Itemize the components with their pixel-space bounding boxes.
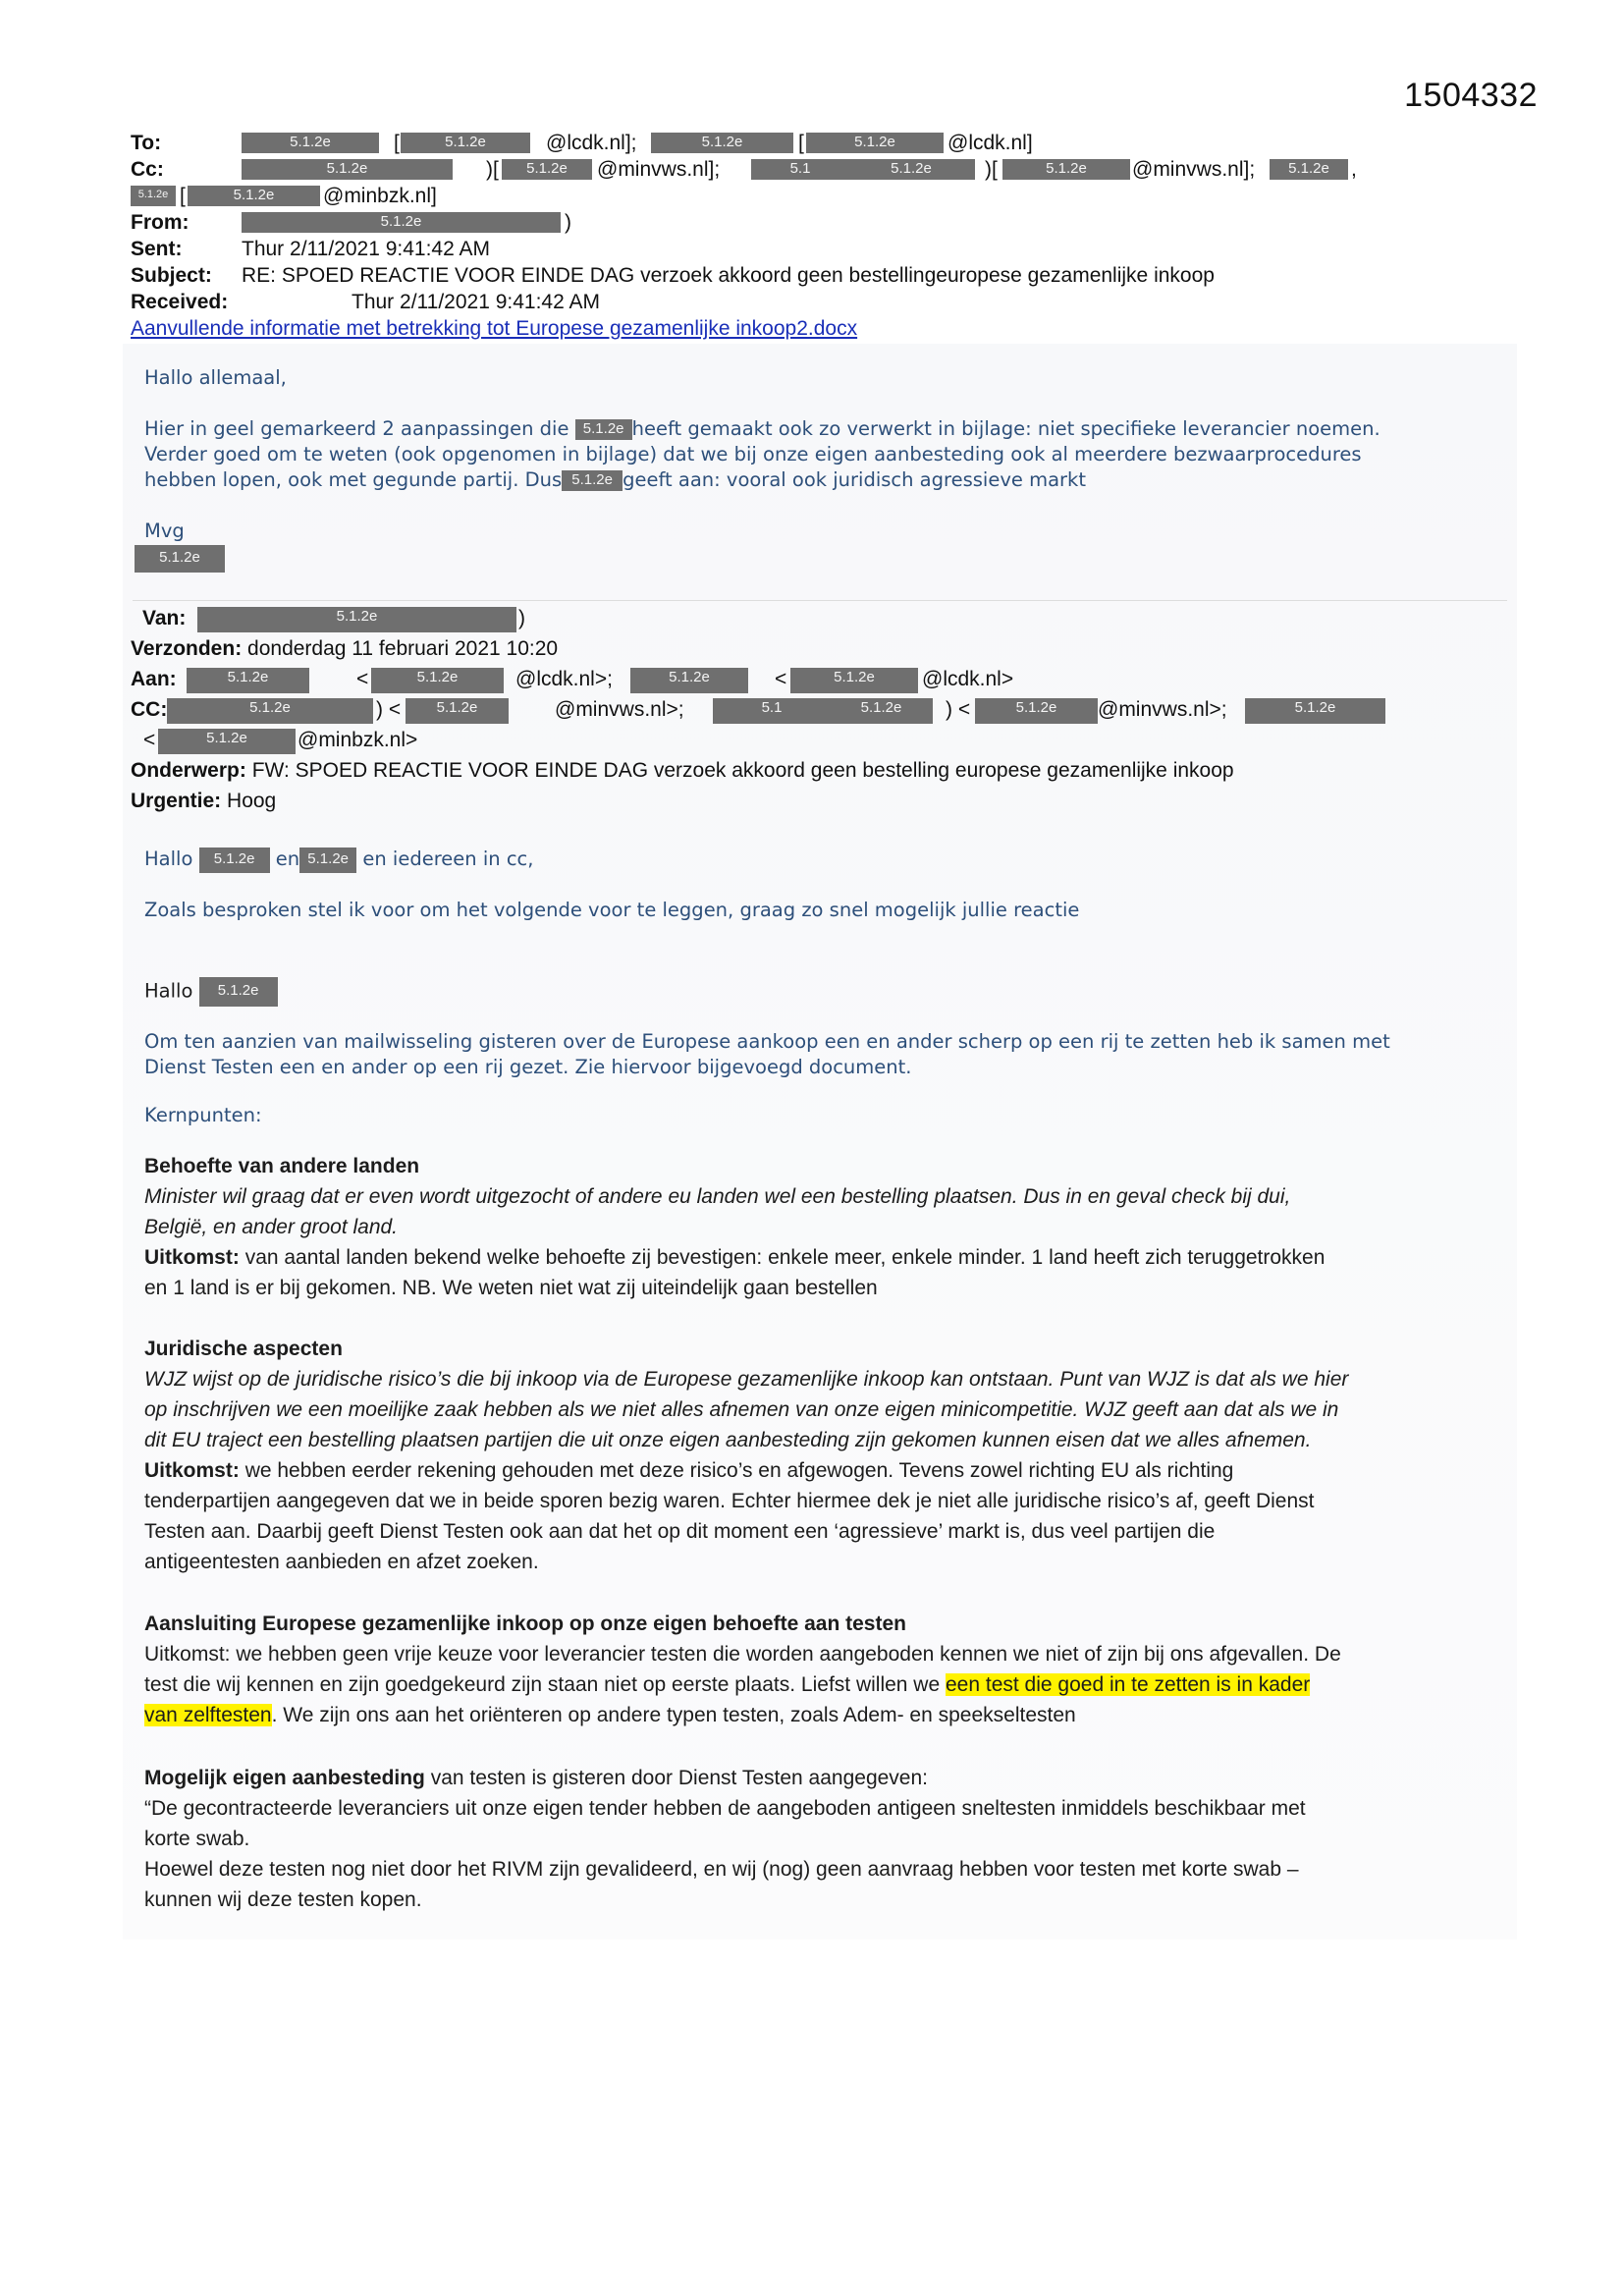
to-label: To: — [131, 132, 162, 154]
redaction: 5.1.2e — [806, 133, 944, 153]
subject-line — [131, 262, 1525, 289]
reply-paragraph: Hier in geel gemarkeerd 2 aanpassingen die 5.1.2e heeft gemaakt ook zo verwerkt in bijlage: niet specifieke leverancier noemen. Verder goed om te weten (ook opgenomen in bijlage) dat we bij onze eigen aanbesteding ook al meerdere bezwaarprocedures hebben lopen, ook met gegunde partij. Dus 5.1.2e geeft aan: vooral ook juridisch agressieve markt — [144, 417, 1380, 491]
redaction: 5.1.2e — [131, 186, 176, 206]
attachment-link[interactable]: Aanvullende informatie met betrekking tot Europese gezamenlijke inkoop2.docx — [131, 317, 858, 340]
section-title: Aansluiting Europese gezamenlijke inkoop op onze eigen behoefte aan testen — [144, 1613, 906, 1635]
cc-label: Cc: — [131, 158, 164, 181]
received-label: Received: — [131, 291, 229, 313]
redaction: 5.1.2e — [135, 545, 225, 573]
redaction: 5.1 — [751, 159, 849, 180]
intro-paragraph: Om ten aanzien van mailwisseling gisteren over de Europese aankoop een en ander scherp op een rij te zetten heb ik samen met Dienst Testen een en ander op een rij gezet. Zie hiervoor bijgevoegd document. — [144, 1030, 1390, 1078]
received-date: Thur 2/11/2021 9:41:42 AM — [352, 291, 600, 313]
redaction: 5.1.2e — [158, 729, 296, 754]
section-title: Behoefte van andere landen — [144, 1155, 420, 1177]
redaction: 5.1.2e — [187, 668, 309, 693]
from-label: From: — [131, 211, 189, 234]
to-line: To: 5.1.2e [ 5.1.2e @lcdk.nl]; 5.1.2e [ 5.1.2e @lcdk.nl] — [131, 132, 1033, 154]
redaction: 5.1.2e — [790, 668, 918, 693]
redaction: 5.1.2e — [1002, 159, 1130, 180]
section-behoefte: Behoefte van andere landen Minister wil graag dat er even wordt uitgezocht of andere eu landen wel een bestelling plaatsen. Dus in en geval check bij dui, België, en ander groot land. Uitkomst: van aantal landen bekend welke behoefte zij bevestigen: enkele meer, enkele minder. 1 land heeft zich teruggetrokken en 1 land is er bij gekomen. NB. We weten niet wat zij uiteindelijk gaan bestellen — [144, 1155, 1326, 1299]
document-number: 1504332 — [1404, 77, 1538, 114]
section-aansluiting: Aansluiting Europese gezamenlijke inkoop op onze eigen behoefte aan testen Uitkomst: we hebben geen vrije keuze voor leverancier testen die worden aangeboden kennen we niet of zijn bij ons afgevallen. De test die wij kennen en zijn goedgekeurd zijn staan niet op eerste plaats. Liefst willen we een test die goed in te zetten is in kader van zelftesten. We zijn ons aan het oriënteren op andere typen testen, zoals Adem- en speekseltesten — [144, 1613, 1341, 1726]
email-domain: @lcdk.nl]; — [546, 132, 637, 154]
subject-text: RE: SPOED REACTIE VOOR EINDE DAG verzoek akkoord geen bestellingeuropese gezamenlijke inkoop — [242, 264, 1215, 287]
redaction: 5.1.2e — [1245, 698, 1385, 724]
redaction: 5.1.2e — [401, 133, 530, 153]
email-domain: @minvws.nl]; — [1132, 158, 1256, 181]
forward-date: donderdag 11 februari 2021 10:20 — [247, 637, 559, 660]
forward-header: Van: 5.1.2e ) Verzonden: donderdag 11 februari 2021 10:20 Aan: 5.1.2e < 5.1.2e @lcdk.nl>; 5.1.2e < 5.1.2e @lcdk.nl> CC: 5.1.2e ) < 5.1.2e @minvws.nl>; 5.1 5.1.2e ) < 5.1.2e @minvws.nl>; 5.1.2e < 5.1.2e @minbzk.nl> Onderwerp: FW: SPOED REACTIE VOOR EINDE DAG verzoek akkoord geen bestelling europese gezamenlijke inkoop Urgentie: Hoog — [131, 603, 1505, 816]
redaction: 5.1.2e — [242, 212, 561, 233]
redaction: 5.1.2e — [199, 977, 278, 1007]
redaction: 5.1.2e — [502, 159, 592, 180]
email-domain: @lcdk.nl] — [947, 132, 1033, 154]
redaction: 5.1.2e — [830, 698, 933, 724]
redaction: 5.1.2e — [630, 668, 748, 693]
email-domain: @minvws.nl]; — [597, 158, 721, 181]
section-title: Mogelijk eigen aanbesteding — [144, 1767, 425, 1789]
redaction: 5.1.2e — [847, 159, 975, 180]
redaction: 5.1.2e — [1270, 159, 1348, 180]
kernpunten-label: Kernpunten: — [144, 1104, 262, 1126]
section-aanbesteding: Mogelijk eigen aanbesteding van testen is gisteren door Dienst Testen aangegeven: “De gecontracteerde leveranciers uit onze eigen tender hebben de aangeboden antigeen sneltesten inmiddels beschikbaar met korte swab. Hoewel deze testen nog niet door het RIVM zijn gevalideerd, en wij (nog) geen aanvraag hebben voor testen met korte swab – kunnen wij deze testen kopen. — [144, 1767, 1306, 1911]
redaction: 5.1.2e — [167, 698, 373, 724]
redaction: 5.1.2e — [406, 698, 509, 724]
hallo-line: Hallo 5.1.2e — [144, 977, 1519, 1007]
highlighted-text: van zelftesten — [144, 1704, 272, 1726]
redaction: 5.1.2e — [242, 133, 379, 153]
forward-greeting: Hallo 5.1.2e en 5.1.2e en iedereen in cc, — [144, 847, 1519, 873]
sent-date: Thur 2/11/2021 9:41:42 AM — [242, 238, 490, 260]
highlighted-text: een test die goed in te zetten is in kader — [946, 1673, 1311, 1696]
redaction: 5.1.2e — [651, 133, 793, 153]
redaction: 5.1.2e — [197, 607, 516, 632]
forward-subject: FW: SPOED REACTIE VOOR EINDE DAG verzoek akkoord geen bestelling europese gezamenlijke inkoop — [251, 759, 1234, 782]
cc-line: Cc: 5.1.2e )[ 5.1.2e @minvws.nl]; 5.1 5.1.2e )[ 5.1.2e @minvws.nl]; 5.1.2e , — [131, 158, 1357, 181]
separator — [133, 600, 1507, 601]
redaction: 5.1.2e — [188, 186, 320, 206]
urgency-value: Hoog — [227, 790, 277, 812]
signoff: Mvg — [144, 519, 185, 542]
from-line: From: 5.1.2e ) — [131, 211, 571, 234]
sent-label: Sent: — [131, 238, 183, 260]
redaction: 5.1.2e — [242, 159, 453, 180]
sent-line — [131, 236, 1525, 262]
section-juridisch: Juridische aspecten WJZ wijst op de juridische risico’s die bij inkoop via de Europese gezamenlijke inkoop kan ontstaan. Punt van WJZ is dat als we hier op inschrijven we een moeilijke zaak hebben als we niet alles afnemen van onze eigen minicompetitie. WJZ geeft aan dat als we in dit EU traject een bestelling plaatsen partijen die uit onze eigen aanbesteding zijn gekomen kunnen eisen dat we alles afnemen. Uitkomst: we hebben eerder rekening gehouden met deze risico’s en afgewogen. Tevens zowel richting EU als richting tenderpartijen aangegeven dat we in beide sporen bezig waren. Echter hiermee dek je niet alle juridische risico’s af, geeft Dienst Testen aan. Daarbij geeft Dienst Testen ook aan dat het op dit moment een ‘agressieve’ markt is, dus veel partijen die antigeentesten aanbieden en afzet zoeken. — [144, 1338, 1349, 1573]
redaction: 5.1.2e — [562, 470, 623, 491]
proposal-line: Zoals besproken stel ik voor om het volgende voor te leggen, graag zo snel mogelijk jullie reactie — [144, 899, 1080, 921]
greeting: Hallo allemaal, — [144, 366, 287, 389]
email-header — [131, 130, 1525, 342]
message-body — [123, 344, 1517, 1940]
cc-line-2: 5.1.2e [ 5.1.2e @minbzk.nl] — [131, 183, 1525, 209]
received-line — [131, 289, 1525, 315]
redaction: 5.1.2e — [371, 668, 504, 693]
redaction: 5.1.2e — [575, 419, 632, 440]
redaction: 5.1 — [713, 698, 831, 724]
redaction: 5.1.2e — [975, 698, 1098, 724]
redaction: 5.1.2e — [299, 847, 356, 873]
section-title: Juridische aspecten — [144, 1338, 343, 1360]
subject-label: Subject: — [131, 264, 212, 287]
attachment-line — [131, 315, 1525, 342]
email-domain: @minbzk.nl] — [323, 185, 437, 207]
redaction: 5.1.2e — [199, 847, 270, 873]
